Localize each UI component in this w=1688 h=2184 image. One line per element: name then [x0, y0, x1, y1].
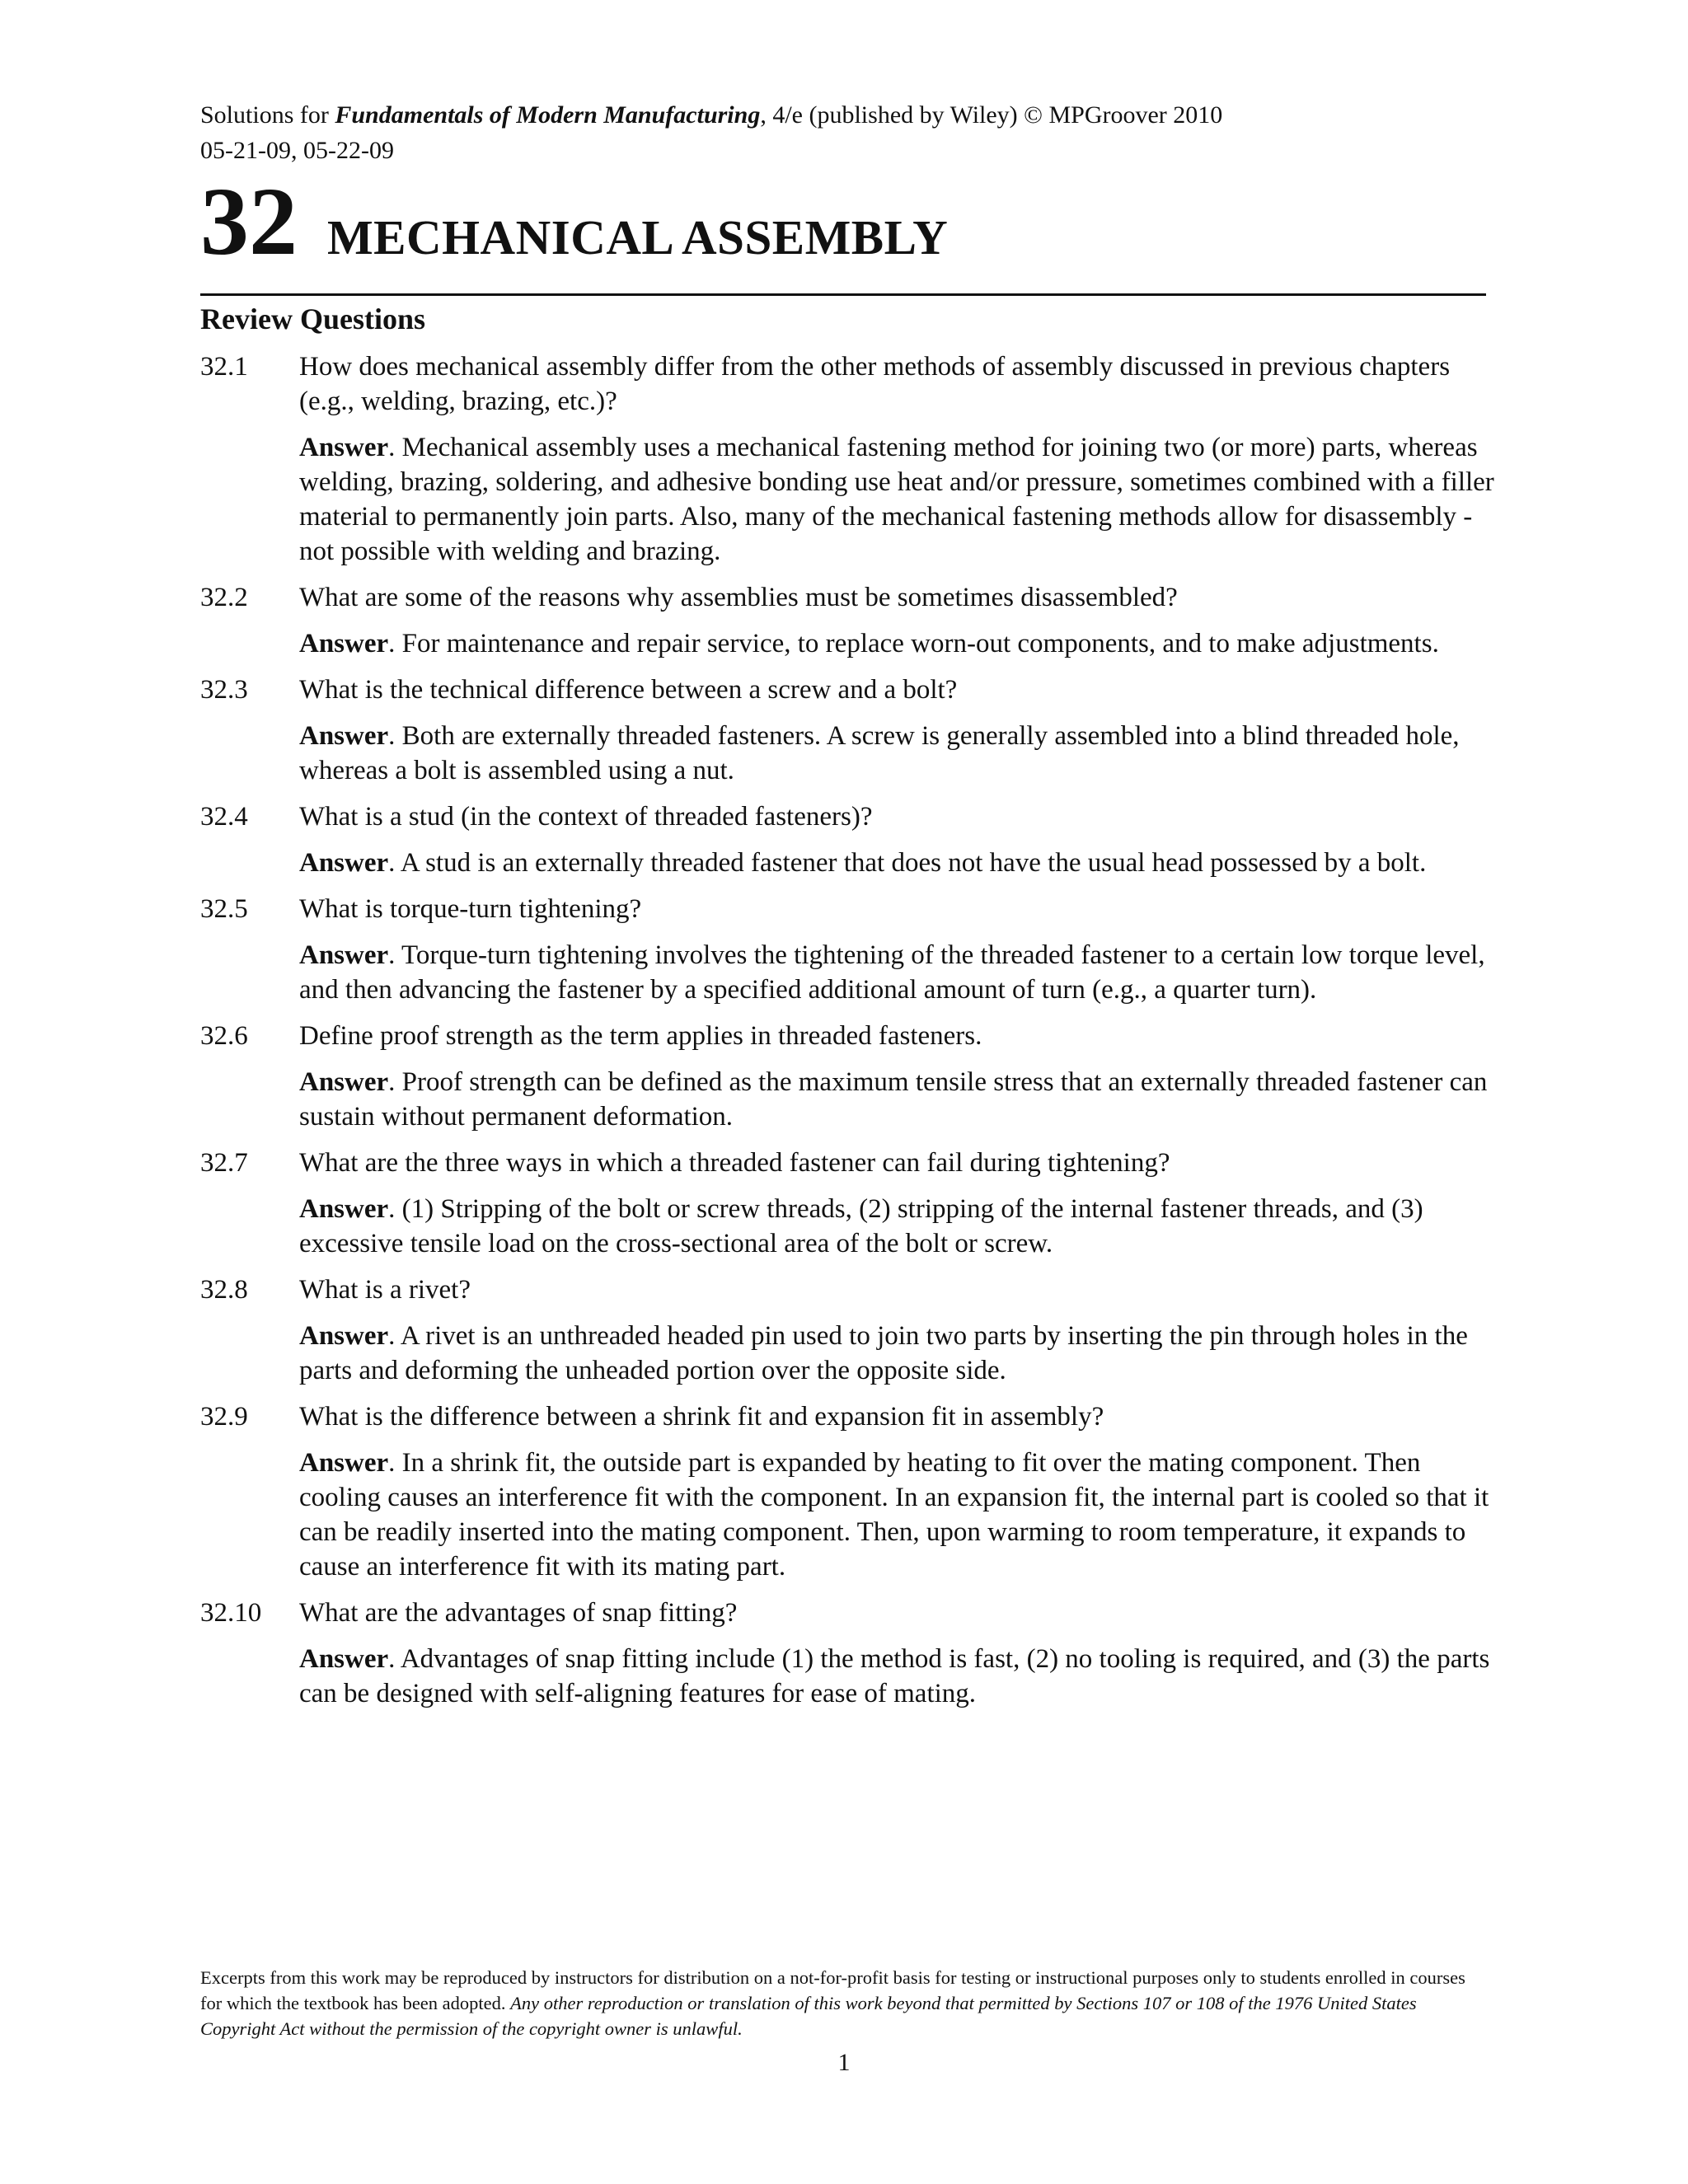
answer-row [299, 1446, 1494, 1584]
question-number: 32.4 [200, 802, 248, 832]
running-header [200, 97, 1222, 134]
question-row [200, 1399, 1494, 1434]
answer-row [299, 430, 1494, 569]
question-row [200, 1272, 1494, 1307]
qa-item [200, 1399, 1494, 1584]
question-row [200, 349, 1494, 419]
header-dates: 05-21-09, 05-22-09 [200, 137, 394, 164]
footer-italic-text: Any other reproduction or translation of this work beyond that permitted by Sections 107 or 108 of the 1976 United States Copyright Act without the permission of the copyright owner is unlawful. [200, 1993, 1417, 2039]
answer-label: Answer [299, 1067, 389, 1097]
question-list [200, 349, 1494, 1722]
question-text: What are the advantages of snap fitting? [299, 1598, 738, 1628]
answer-row [299, 1065, 1494, 1134]
answer-label: Answer [299, 1644, 389, 1674]
answer-text: . Mechanical assembly uses a mechanical fastening method for joining two (or more) parts, whereas welding, brazing, soldering, and adhesive bonding use heat and/or pressure, sometimes combined with a filler material to permanently join parts. Also, many of the mechanical fastening methods allow for disassembly - not possible with welding and brazing. [299, 433, 1494, 566]
question-text: Define proof strength as the term applies in threaded fasteners. [299, 1021, 982, 1051]
answer-label: Answer [299, 848, 389, 878]
answer-row [299, 938, 1494, 1007]
question-row [200, 799, 1494, 834]
heading-divider [200, 293, 1486, 296]
question-number: 32.6 [200, 1021, 248, 1051]
question-row [200, 892, 1494, 926]
question-text: What is the technical difference between a screw and a bolt? [299, 675, 958, 705]
question-number: 32.10 [200, 1598, 262, 1628]
answer-label: Answer [299, 433, 389, 462]
answer-row [299, 626, 1494, 661]
answer-row [299, 846, 1494, 880]
question-row [200, 1019, 1494, 1053]
qa-item [200, 349, 1494, 569]
answer-text: . Proof strength can be defined as the maximum tensile stress that an externally threaded fastener can sustain without permanent deformation. [299, 1067, 1488, 1132]
qa-item [200, 580, 1494, 661]
question-row [200, 673, 1494, 707]
answer-text: . Torque-turn tightening involves the tightening of the threaded fastener to a certain low torque level, and then advancing the fastener by a specified additional amount of turn (e.g., a quarter turn). [299, 940, 1485, 1005]
copyright-footer [200, 1965, 1490, 2041]
answer-label: Answer [299, 721, 389, 751]
question-text: What is a stud (in the context of threaded fasteners)? [299, 802, 873, 832]
question-text: What is the difference between a shrink fit and expansion fit in assembly? [299, 1402, 1104, 1432]
question-text: What is torque-turn tightening? [299, 894, 642, 924]
question-number: 32.8 [200, 1275, 248, 1305]
book-title: Fundamentals of Modern Manufacturing [335, 101, 761, 129]
header-suffix: , 4/e (published by Wiley) © MPGroover 2010 [760, 101, 1223, 129]
answer-row [299, 1319, 1494, 1388]
qa-item [200, 673, 1494, 788]
header-prefix: Solutions for [200, 101, 335, 129]
chapter-number: 32 [200, 167, 298, 275]
question-number: 32.5 [200, 894, 248, 924]
page-number: 1 [837, 2049, 851, 2076]
question-row [200, 580, 1494, 615]
answer-text: . Advantages of snap fitting include (1) the method is fast, (2) no tooling is required, and (3) the parts can be designed with self-aligning features for ease of mating. [299, 1644, 1490, 1708]
question-number: 32.9 [200, 1402, 248, 1432]
answer-text: . Both are externally threaded fasteners. A screw is generally assembled into a blind threaded hole, whereas a bolt is assembled using a nut. [299, 721, 1460, 785]
question-text: What are the three ways in which a threaded fastener can fail during tightening? [299, 1148, 1170, 1178]
answer-text: . For maintenance and repair service, to replace worn-out components, and to make adjustments. [388, 629, 1439, 658]
qa-item [200, 1596, 1494, 1711]
answer-label: Answer [299, 629, 389, 658]
answer-row [299, 719, 1494, 788]
answer-text: . A rivet is an unthreaded headed pin used to join two parts by inserting the pin through holes in the parts and deforming the unheaded portion over the opposite side. [299, 1321, 1468, 1385]
question-number: 32.3 [200, 675, 248, 705]
answer-text: . A stud is an externally threaded fastener that does not have the usual head possessed by a bolt. [388, 848, 1427, 878]
answer-text: . In a shrink fit, the outside part is expanded by heating to fit over the mating component. Then cooling causes an interference fit with the component. In an expansion fit, the internal part is cooled so that it can be readily inserted into the mating component. Then, upon warming to room temperature, it expands to cause an interference fit with its mating part. [299, 1448, 1489, 1582]
answer-label: Answer [299, 940, 389, 970]
chapter-heading [200, 167, 949, 275]
answer-text: . (1) Stripping of the bolt or screw threads, (2) stripping of the internal fastener threads, and (3) excessive tensile load on the cross-sectional area of the bolt or screw. [299, 1194, 1423, 1258]
qa-item [200, 1272, 1494, 1388]
question-row [200, 1596, 1494, 1630]
answer-row [299, 1192, 1494, 1261]
question-row [200, 1146, 1494, 1180]
footer-text: Excerpts from this work may be reproduced by instructors for distribution on a not-for-profit basis for testing or instructional purposes only to students enrolled in courses for which the textbook has been adopted. [200, 1967, 1465, 2013]
question-text: What is a rivet? [299, 1275, 471, 1305]
question-text: What are some of the reasons why assemblies must be sometimes disassembled? [299, 583, 1178, 612]
answer-row [299, 1642, 1494, 1711]
question-number: 32.2 [200, 583, 248, 612]
qa-item [200, 799, 1494, 880]
section-title: Review Questions [200, 302, 425, 335]
qa-item [200, 1146, 1494, 1261]
question-number: 32.1 [200, 352, 248, 382]
qa-item [200, 1019, 1494, 1134]
answer-label: Answer [299, 1448, 389, 1478]
answer-label: Answer [299, 1194, 389, 1224]
chapter-title: MECHANICAL ASSEMBLY [327, 210, 949, 265]
question-text: How does mechanical assembly differ from the other methods of assembly discussed in previous chapters (e.g., welding, brazing, etc.)? [299, 352, 1451, 416]
answer-label: Answer [299, 1321, 389, 1351]
question-number: 32.7 [200, 1148, 248, 1178]
qa-item [200, 892, 1494, 1007]
